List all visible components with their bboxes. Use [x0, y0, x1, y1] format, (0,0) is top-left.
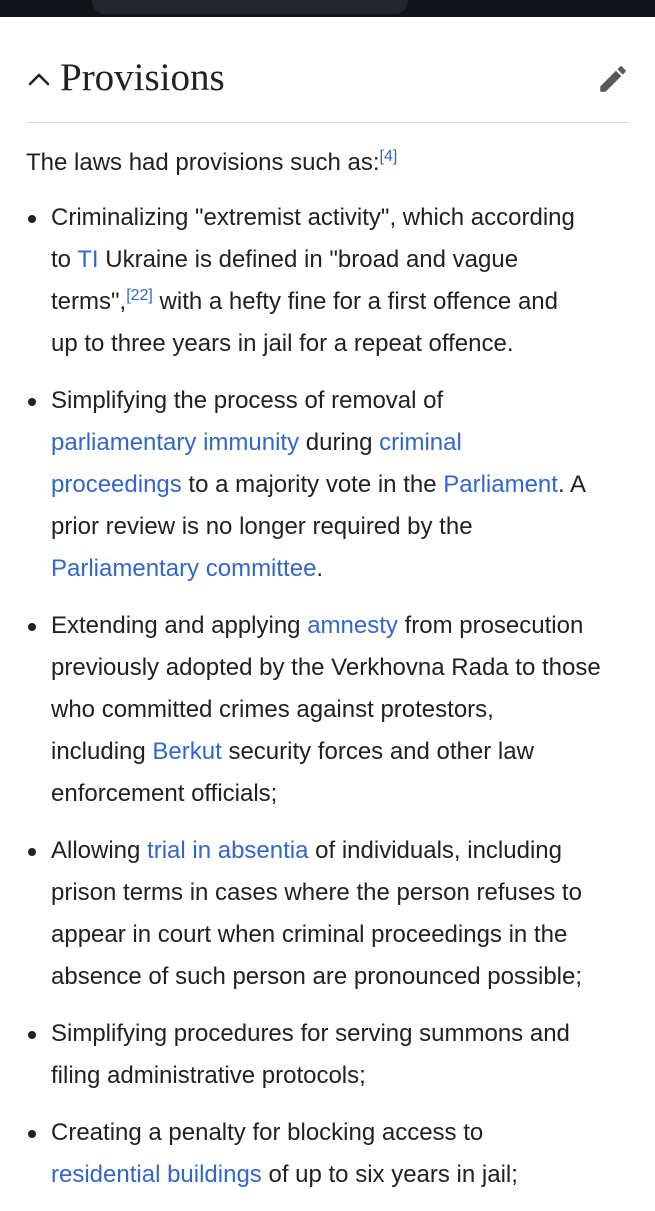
list-item — [0, 1013, 655, 1097]
chevron-up-icon[interactable] — [26, 66, 52, 92]
pencil-icon[interactable] — [596, 62, 630, 96]
list-item-line — [51, 1112, 637, 1154]
bullet-icon — [28, 398, 36, 406]
body-text: with a hefty fine for a first offence and — [152, 288, 558, 315]
body-text: . A — [557, 471, 586, 498]
body-text: who committed crimes against protestors, — [51, 696, 494, 723]
body-text: to — [51, 246, 78, 273]
wiki-link[interactable]: amnesty — [307, 612, 398, 639]
body-text: terms", — [51, 288, 127, 315]
list-item-line — [51, 464, 637, 506]
intro-text: The laws had provisions such as: — [26, 149, 380, 176]
body-text: appear in court when criminal proceedings in the — [51, 921, 568, 948]
list-item — [0, 380, 655, 590]
section-header-provisions[interactable] — [26, 52, 630, 123]
body-text: of up to six years in jail; — [261, 1161, 518, 1188]
body-text: during — [299, 429, 380, 456]
address-bar-edge[interactable] — [92, 0, 408, 14]
wiki-link[interactable]: Parliament — [443, 471, 558, 498]
bullet-icon — [28, 623, 36, 631]
list-item-line — [51, 956, 637, 998]
body-text: prior review is no longer required by the — [51, 513, 473, 540]
body-text: Extending and applying — [51, 612, 308, 639]
list-item-line — [51, 548, 637, 590]
list-item — [0, 605, 655, 815]
list-item-line — [51, 422, 637, 464]
reference-superscript — [126, 287, 153, 304]
body-text: Simplifying the process of removal of — [51, 387, 444, 414]
list-item — [0, 197, 655, 365]
body-text: Creating a penalty for blocking access to — [51, 1119, 484, 1146]
list-item-line — [51, 197, 637, 239]
body-text: . — [316, 555, 324, 582]
list-item-line — [51, 830, 637, 872]
bullet-icon — [28, 1031, 36, 1039]
list-item-line — [51, 1013, 637, 1055]
list-item — [0, 1112, 655, 1196]
body-text: enforcement officials; — [51, 780, 278, 807]
list-item-line — [51, 281, 637, 323]
list-item-line — [51, 914, 637, 956]
list-item-line — [51, 239, 637, 281]
wiki-link[interactable]: TI — [77, 246, 99, 273]
wiki-link[interactable]: Berkut — [152, 738, 222, 765]
list-item-line — [51, 605, 637, 647]
list-item-line — [51, 689, 637, 731]
wiki-link[interactable]: residential buildings — [51, 1161, 262, 1188]
bullet-icon — [28, 1130, 36, 1138]
browser-top-bar — [0, 0, 655, 17]
body-text: previously adopted by the Verkhovna Rada to those — [51, 654, 601, 681]
list-item-line — [51, 1154, 637, 1196]
bullet-icon — [28, 848, 36, 856]
body-text: prison terms in cases where the person refuses to — [51, 879, 582, 906]
list-item-line — [51, 380, 637, 422]
list-item-line — [51, 506, 637, 548]
provisions-list — [0, 197, 655, 1211]
list-item-line — [51, 647, 637, 689]
wiki-link[interactable]: trial in absentia — [147, 837, 309, 864]
body-text: Simplifying procedures for serving summons and — [51, 1020, 570, 1047]
body-text: from prosecution — [397, 612, 584, 639]
reference-link[interactable]: [4] — [379, 148, 398, 165]
list-item-line — [51, 1055, 637, 1097]
bullet-icon — [28, 215, 36, 223]
list-item-line — [51, 773, 637, 815]
wiki-link[interactable]: proceedings — [51, 471, 182, 498]
wiki-link[interactable]: criminal — [379, 429, 462, 456]
reference-link[interactable]: [22] — [126, 287, 153, 304]
wiki-link[interactable]: Parliamentary committee — [51, 555, 317, 582]
body-text: to a majority vote in the — [181, 471, 444, 498]
body-text: of individuals, including — [308, 837, 562, 864]
body-text: filing administrative protocols; — [51, 1062, 366, 1089]
wiki-link[interactable]: parliamentary immunity — [51, 429, 300, 456]
body-text: Allowing — [51, 837, 148, 864]
list-item — [0, 830, 655, 998]
body-text: up to three years in jail for a repeat offence. — [51, 330, 514, 357]
body-text: Ukraine is defined in "broad and vague — [98, 246, 519, 273]
list-item-line — [51, 731, 637, 773]
section-title: Provisions — [60, 56, 225, 99]
body-text: Criminalizing "extremist activity", which according — [51, 204, 575, 231]
intro-paragraph — [26, 142, 630, 184]
list-item-line — [51, 872, 637, 914]
body-text: including — [51, 738, 153, 765]
list-item-line — [51, 323, 637, 365]
body-text: absence of such person are pronounced possible; — [51, 963, 583, 990]
body-text: security forces and other law — [221, 738, 534, 765]
